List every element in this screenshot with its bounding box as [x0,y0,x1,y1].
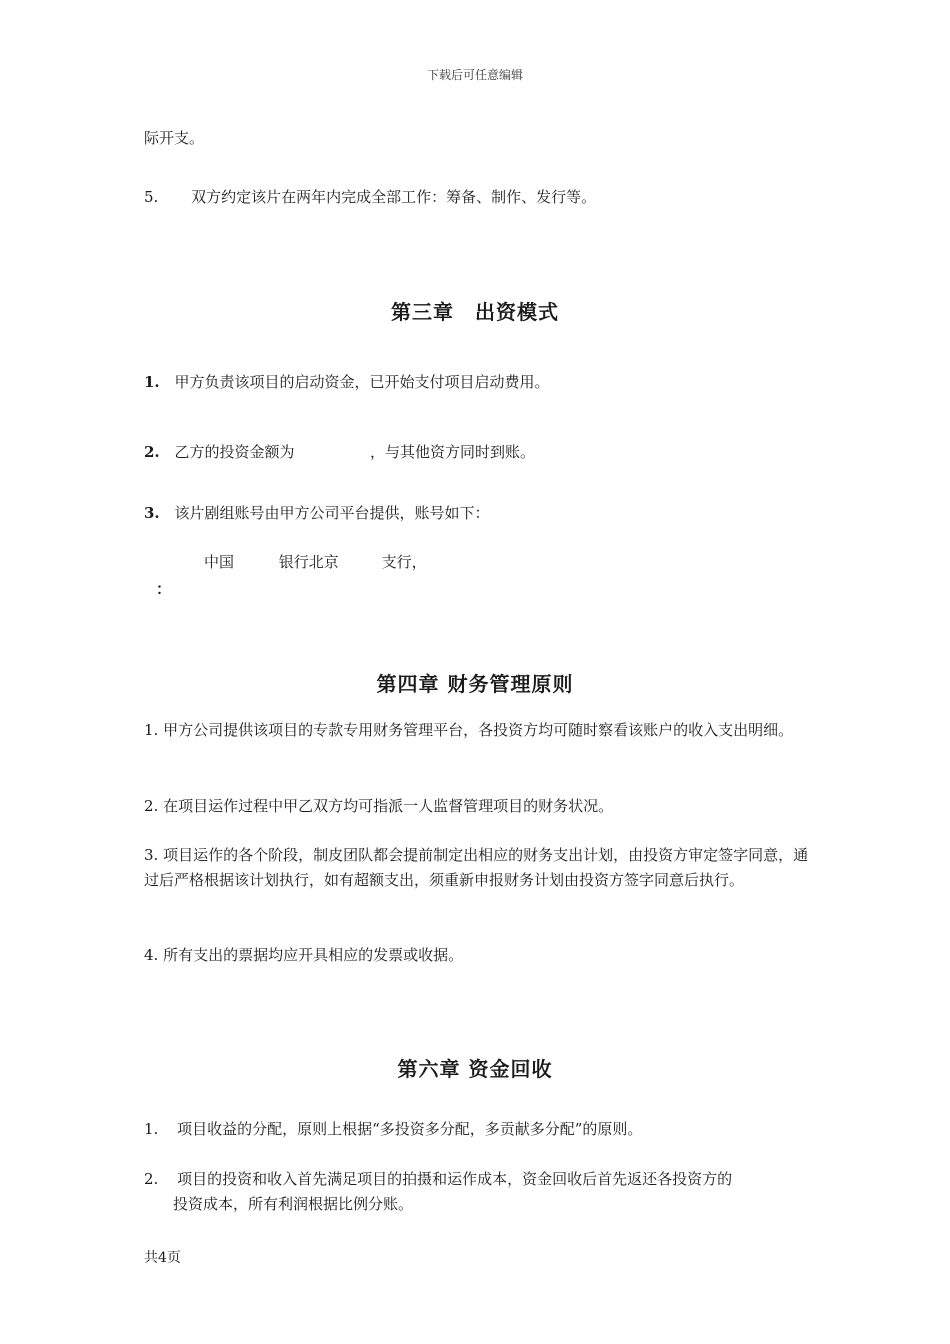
list-number: 1. [144,1120,159,1138]
bank-name-b: 银行北京 [278,553,339,571]
page-footer: 共4页 [144,1250,181,1266]
list-text: 双方约定该片在两年内完成全部工作：筹备、制作、发行等。 [191,188,597,206]
continuation-text: 际开支。 [144,129,205,147]
chapter-3-title: 第三章 出资模式 [391,300,559,324]
list-number: 2. [144,1170,159,1188]
list-item-5 [144,186,596,208]
list-number: 1. [144,373,160,391]
ch4-paragraph-3: 3. 项目运作的各个阶段，制皮团队都会提前制定出相应的财务支出计划，由投资方审定签字同意，通过后严格根据该计划执行，如有超额支出，须重新申报财务计划由投资方签字同意后执行。 [144,846,809,889]
ch3-item-2 [144,441,535,463]
list-text: 该片剧组账号由甲方公司平台提供，账号如下： [174,504,490,522]
list-number: 5. [144,188,159,206]
ch3-item-3 [144,502,489,524]
ch3-item-1 [144,371,549,393]
list-number: 2. [144,443,160,461]
list-text: 项目收益的分配，原则上根据“多投资多分配，多贡献多分配”的原则。 [177,1120,643,1138]
ch4-paragraph-4: 4. 所有支出的票据均应开具相应的发票或收据。 [144,946,464,964]
list-text: 乙方的投资金额为 [174,443,295,461]
list-text: 项目的投资和收入首先满足项目的拍摄和运作成本，资金回收后首先返还各投资方的 [177,1170,733,1188]
ch6-item-2-line-1 [144,1168,732,1190]
list-text: 甲方负责该项目的启动资金，已开始支付项目启动费用。 [174,373,550,391]
account-colon: ： [156,580,172,598]
ch6-item-1 [144,1118,642,1140]
bank-name-a: 中国 [204,553,235,571]
page-header: 下载后可任意编辑 [426,68,523,82]
ch4-paragraph-2: 2. 在项目运作过程中甲乙双方均可指派一人监督管理项目的财务状况。 [144,797,614,815]
chapter-4-title: 第四章 财务管理原则 [376,672,574,696]
list-text-cont: ，与其他资方同时到账。 [370,443,536,461]
bank-info [204,551,427,573]
list-number: 3. [144,504,160,522]
chapter-6-title: 第六章 资金回收 [397,1057,553,1081]
ch4-paragraph-1: 1. 甲方公司提供该项目的专款专用财务管理平台，各投资方均可随时察看该账户的收入支出明细。 [144,721,794,739]
bank-name-c: 支行， [381,553,427,571]
ch6-item-2-line-2: 投资成本，所有利润根据比例分账。 [173,1195,414,1213]
